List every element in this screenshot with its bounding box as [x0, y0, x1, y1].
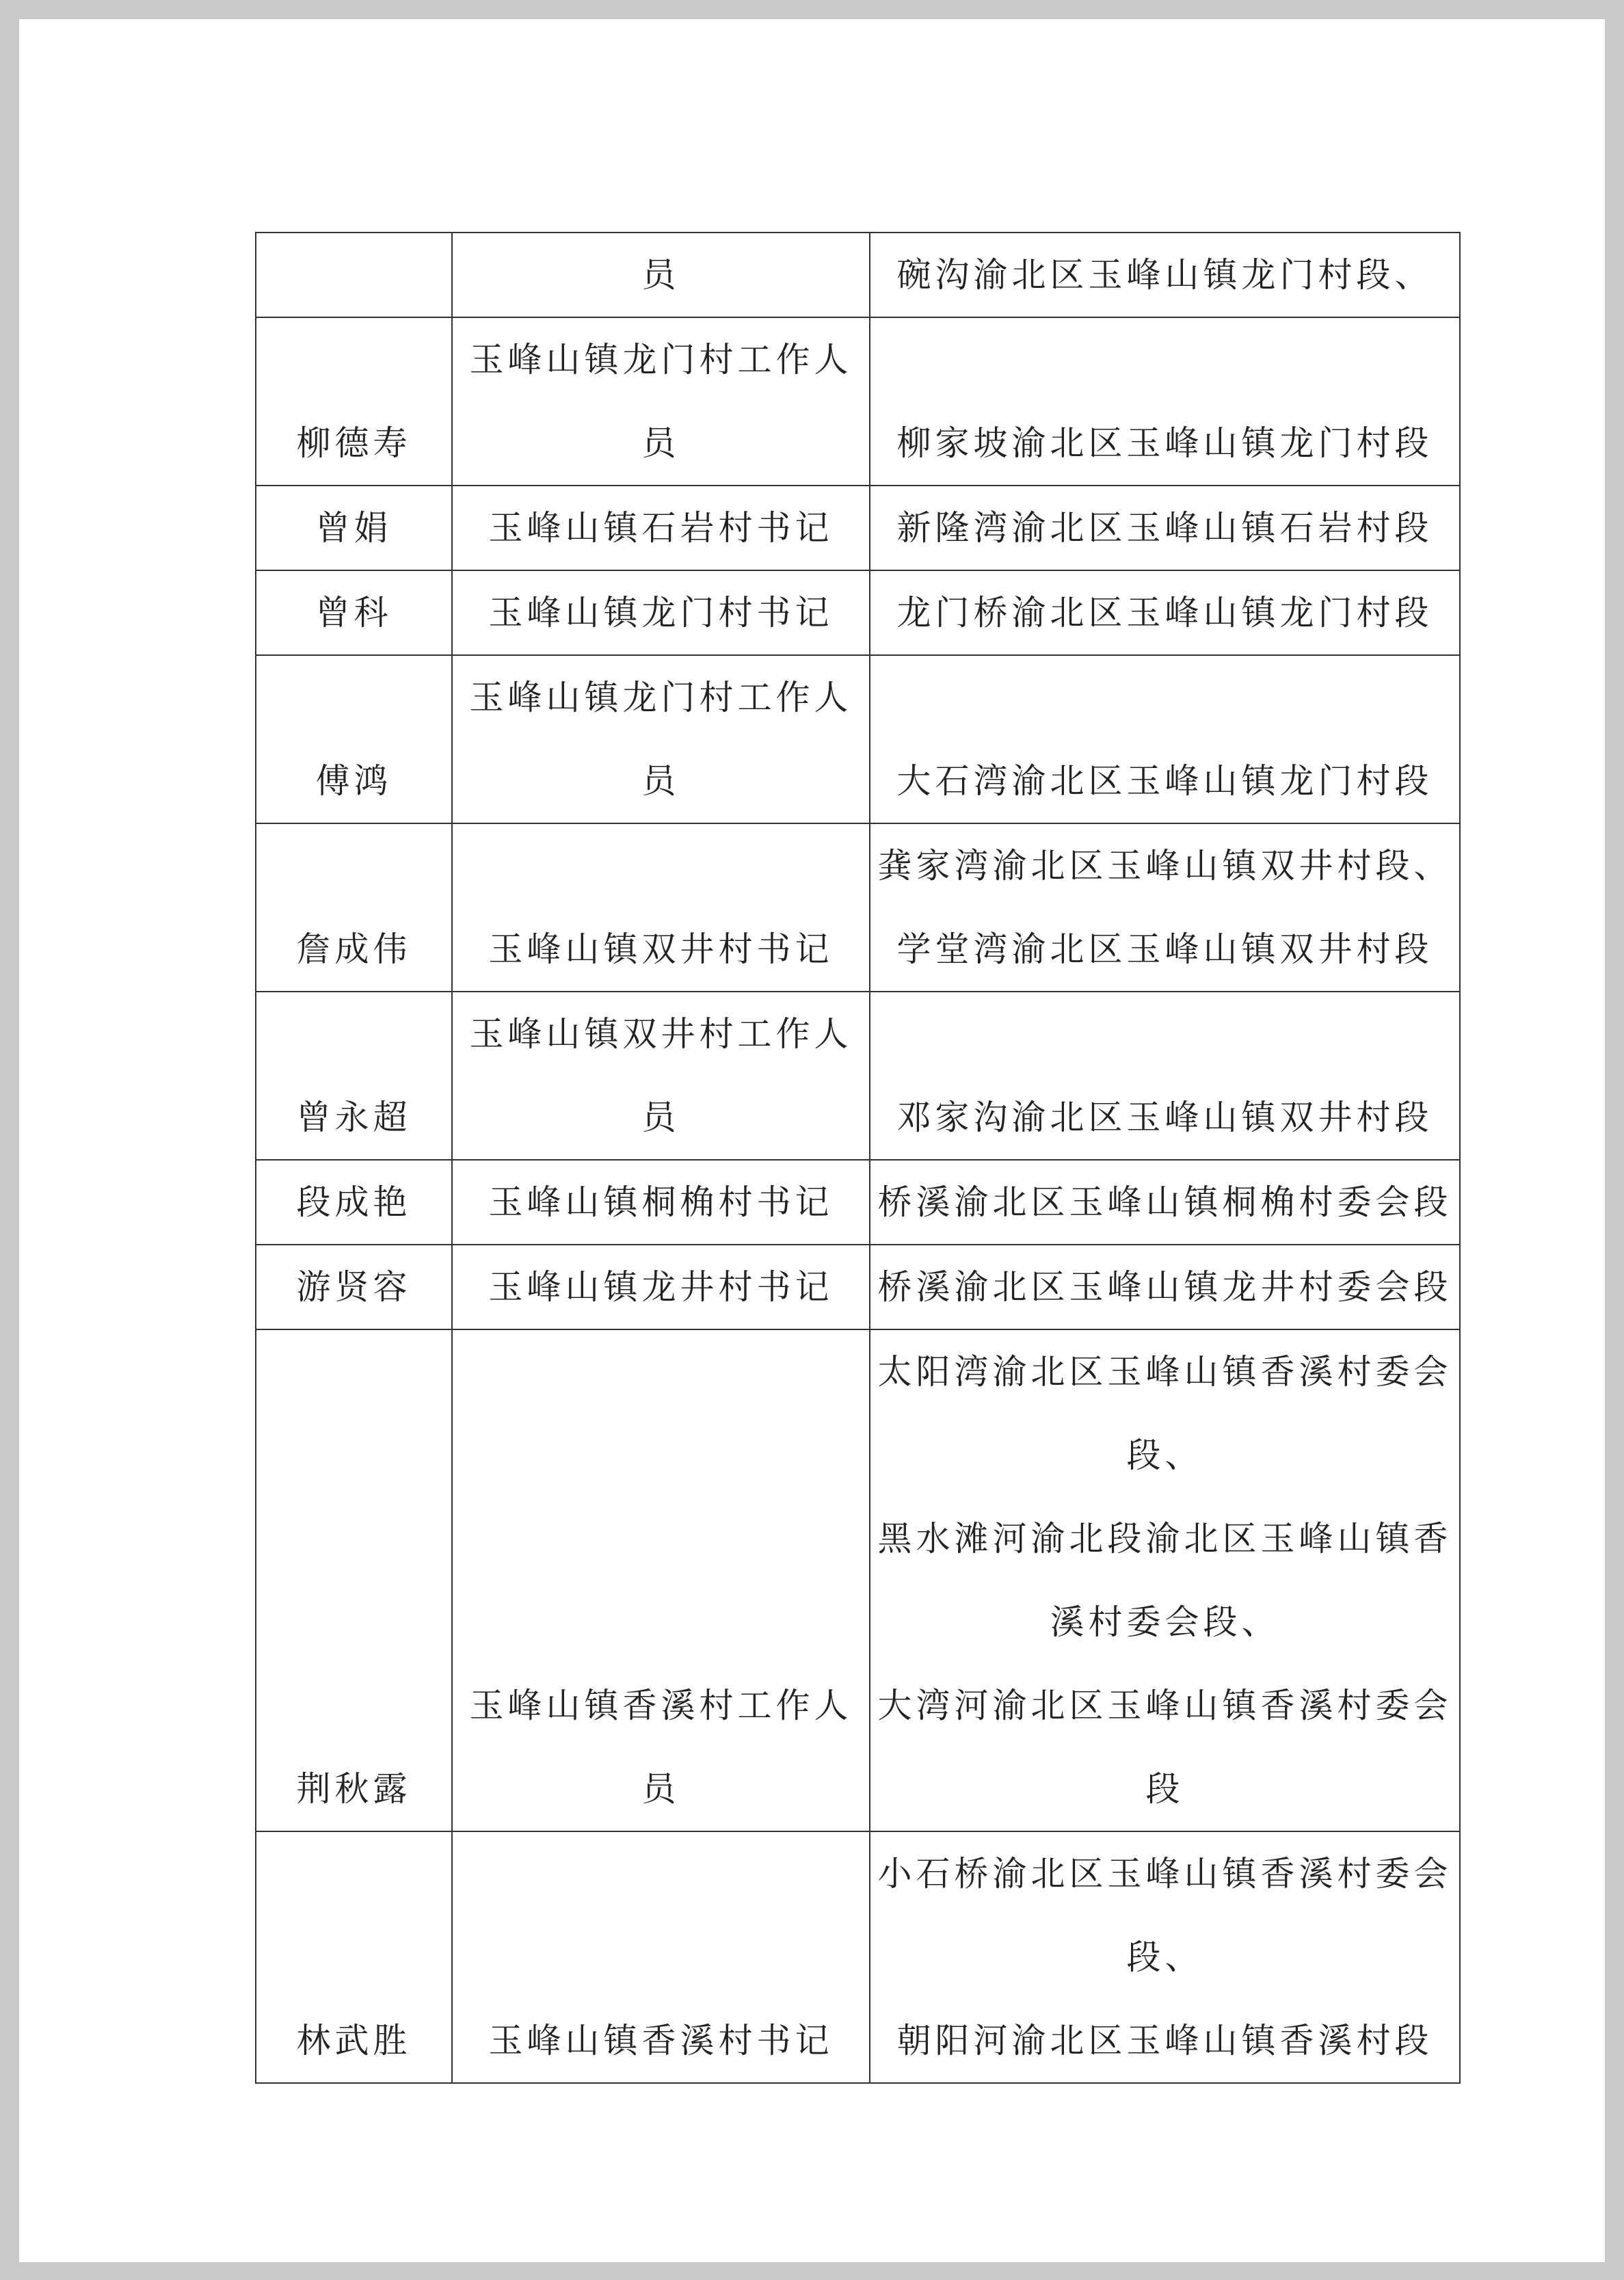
name-cell	[256, 486, 452, 570]
name-cell	[256, 992, 452, 1160]
name-text: 柳德寿	[296, 423, 412, 463]
table-row	[256, 570, 1460, 655]
name-cell	[256, 233, 452, 317]
river-section-cell	[870, 992, 1460, 1160]
river-section-line: 新隆湾渝北区玉峰山镇石岩村段	[896, 508, 1433, 548]
table-row	[256, 992, 1460, 1160]
position-line: 员	[641, 1769, 680, 1809]
table-row	[256, 1831, 1460, 2083]
river-chief-table	[255, 232, 1461, 2084]
table-row	[256, 486, 1460, 570]
name-cell	[256, 570, 452, 655]
position-line: 玉峰山镇双井村工作人	[469, 1014, 853, 1054]
table-row	[256, 1160, 1460, 1245]
table-row	[256, 823, 1460, 992]
position-cell	[452, 570, 870, 655]
river-section-line: 小石桥渝北区玉峰山镇香溪村委会	[877, 1854, 1452, 1894]
river-section-line: 大湾河渝北区玉峰山镇香溪村委会	[877, 1686, 1452, 1725]
position-cell	[452, 1329, 870, 1831]
river-section-line: 桥溪渝北区玉峰山镇龙井村委会段	[877, 1267, 1452, 1307]
position-cell	[452, 233, 870, 317]
position-line: 玉峰山镇龙门村书记	[488, 593, 834, 633]
river-section-line: 段、	[1126, 1435, 1203, 1475]
name-text: 段成艳	[296, 1182, 412, 1222]
river-section-cell	[870, 1245, 1460, 1329]
name-cell	[256, 1245, 452, 1329]
position-line: 员	[641, 255, 680, 295]
table-row	[256, 317, 1460, 486]
river-section-cell	[870, 1831, 1460, 2083]
position-cell	[452, 1245, 870, 1329]
name-cell	[256, 655, 452, 823]
name-text: 傅鸿	[315, 761, 392, 801]
river-section-line: 碗沟渝北区玉峰山镇龙门村段、	[896, 255, 1433, 295]
river-section-line: 龙门桥渝北区玉峰山镇龙门村段	[896, 593, 1433, 633]
table-row	[256, 1245, 1460, 1329]
river-section-line: 柳家坡渝北区玉峰山镇龙门村段	[896, 423, 1433, 463]
name-text: 林武胜	[296, 2021, 412, 2060]
river-section-line: 段	[1145, 1769, 1184, 1809]
name-cell	[256, 823, 452, 992]
river-section-line: 段、	[1126, 1937, 1203, 1977]
name-cell	[256, 1831, 452, 2083]
river-section-cell	[870, 823, 1460, 992]
river-section-cell	[870, 317, 1460, 486]
river-section-line: 朝阳河渝北区玉峰山镇香溪村段	[896, 2021, 1433, 2060]
river-section-line: 学堂湾渝北区玉峰山镇双井村段	[896, 929, 1433, 969]
name-cell	[256, 1329, 452, 1831]
name-cell	[256, 1160, 452, 1245]
position-line: 员	[641, 761, 680, 801]
table-row	[256, 233, 1460, 317]
river-section-line: 桥溪渝北区玉峰山镇桐桷村委会段	[877, 1182, 1452, 1222]
river-section-cell	[870, 1160, 1460, 1245]
position-line: 玉峰山镇香溪村书记	[488, 2021, 834, 2060]
name-cell	[256, 317, 452, 486]
river-section-cell	[870, 486, 1460, 570]
name-text: 詹成伟	[296, 929, 412, 969]
position-cell	[452, 1160, 870, 1245]
river-section-line: 大石湾渝北区玉峰山镇龙门村段	[896, 761, 1433, 801]
name-text: 曾娟	[315, 508, 392, 548]
name-text: 曾永超	[296, 1098, 412, 1137]
position-cell	[452, 655, 870, 823]
river-section-cell	[870, 233, 1460, 317]
position-line: 玉峰山镇桐桷村书记	[488, 1182, 834, 1222]
river-section-line: 黑水滩河渝北段渝北区玉峰山镇香	[877, 1519, 1452, 1559]
position-line: 玉峰山镇石岩村书记	[488, 508, 834, 548]
table-row	[256, 655, 1460, 823]
position-cell	[452, 317, 870, 486]
position-line: 玉峰山镇双井村书记	[488, 929, 834, 969]
river-section-cell	[870, 655, 1460, 823]
position-cell	[452, 486, 870, 570]
position-line: 玉峰山镇龙井村书记	[488, 1267, 834, 1307]
position-line: 玉峰山镇香溪村工作人	[469, 1686, 853, 1725]
position-line: 员	[641, 1098, 680, 1137]
river-section-cell	[870, 1329, 1460, 1831]
table-row	[256, 1329, 1460, 1831]
name-text: 荆秋露	[296, 1769, 412, 1809]
river-section-line: 邓家沟渝北区玉峰山镇双井村段	[896, 1098, 1433, 1137]
position-line: 员	[641, 423, 680, 463]
table-body	[256, 233, 1460, 2083]
position-cell	[452, 992, 870, 1160]
river-section-line: 太阳湾渝北区玉峰山镇香溪村委会	[877, 1352, 1452, 1392]
name-text: 游贤容	[296, 1267, 412, 1307]
name-text: 曾科	[315, 593, 392, 633]
river-section-line: 溪村委会段、	[1050, 1602, 1280, 1642]
document-page	[19, 19, 1605, 2262]
position-cell	[452, 823, 870, 992]
river-section-cell	[870, 570, 1460, 655]
position-line: 玉峰山镇龙门村工作人	[469, 678, 853, 717]
position-line: 玉峰山镇龙门村工作人	[469, 340, 853, 380]
river-section-line: 龚家湾渝北区玉峰山镇双井村段、	[877, 846, 1452, 886]
position-cell	[452, 1831, 870, 2083]
